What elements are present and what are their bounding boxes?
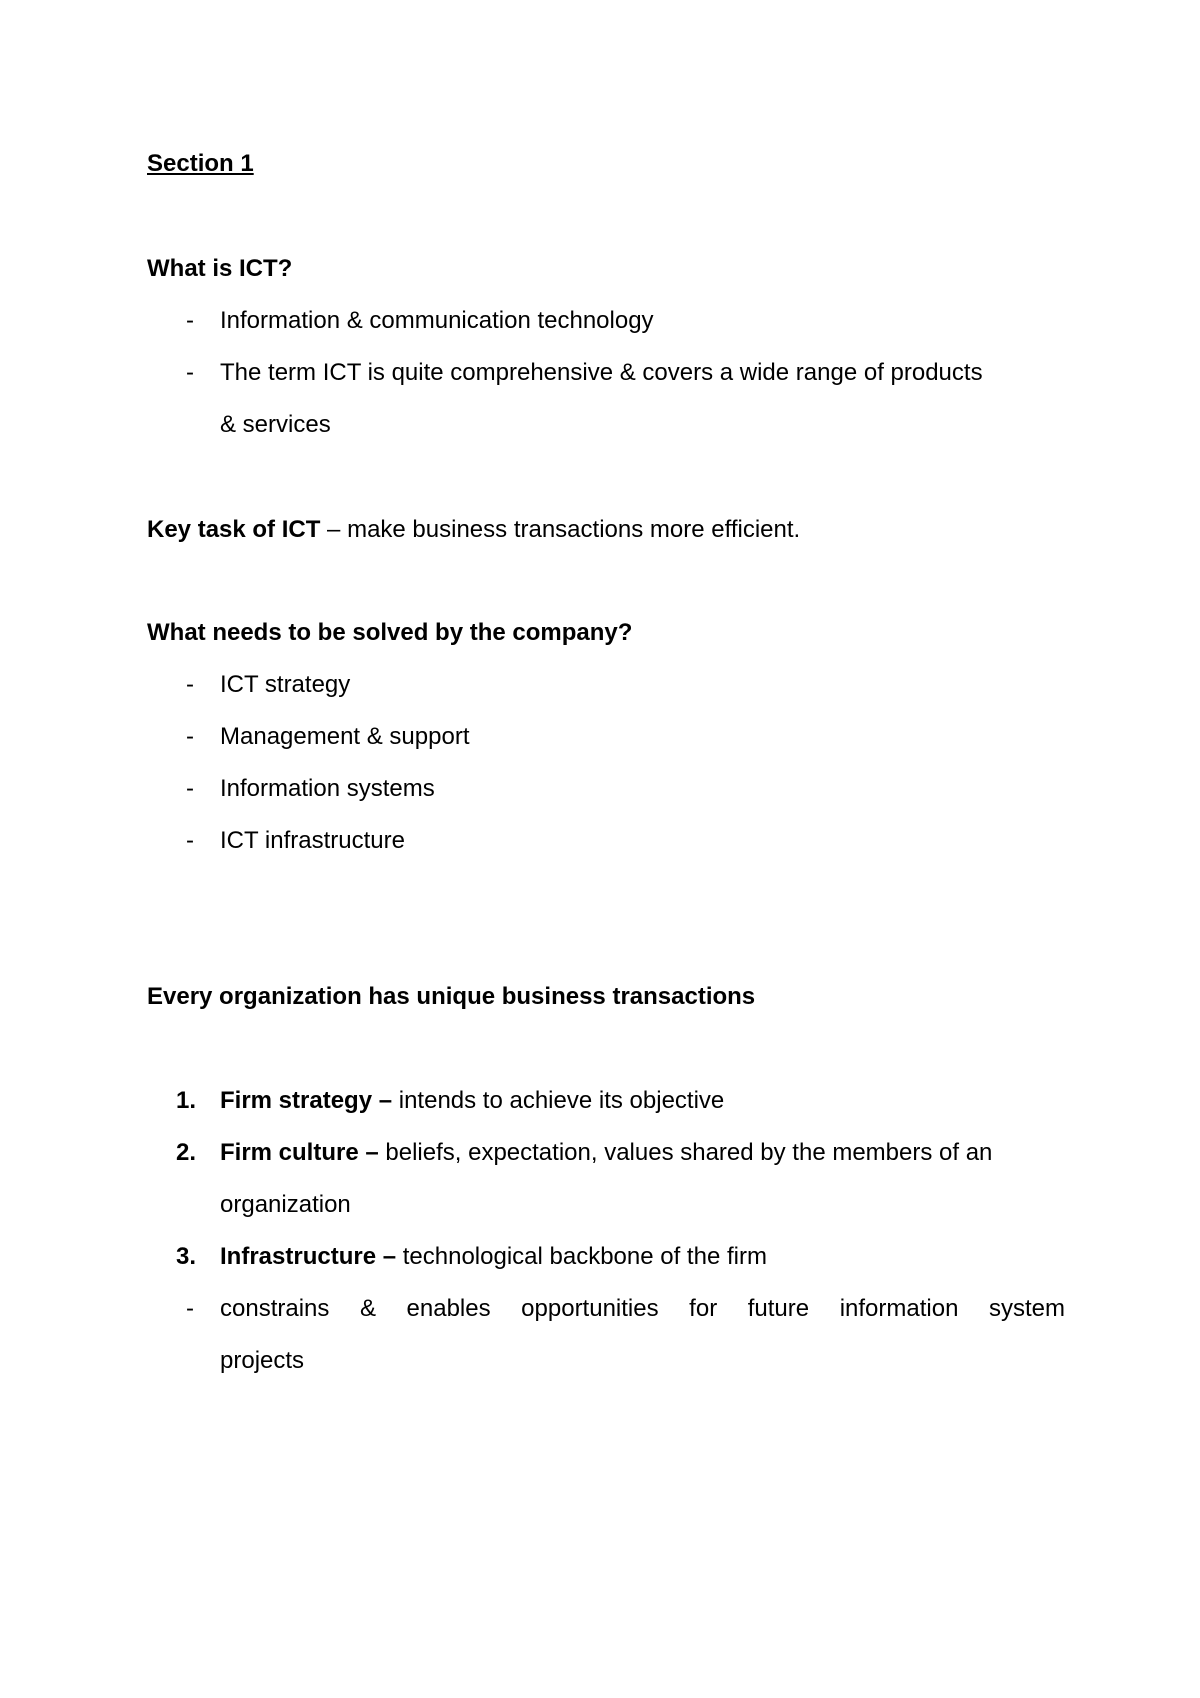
bullet-dash: - (186, 671, 194, 698)
heading-needs-solved: What needs to be solved by the company? (147, 619, 633, 646)
list-item: Information systems (220, 775, 435, 802)
word: enables (406, 1295, 491, 1322)
list-item: ICT strategy (220, 671, 351, 698)
word: for (689, 1295, 718, 1322)
item-text: technological backbone of the firm (396, 1243, 767, 1270)
list-number: 1. (176, 1087, 197, 1114)
section-title: Section 1 (147, 150, 254, 177)
word: information (839, 1295, 959, 1322)
word: & (359, 1295, 376, 1322)
list-item-continuation: projects (220, 1347, 305, 1374)
numbered-item (220, 1137, 992, 1169)
word: opportunities (521, 1295, 659, 1322)
item-term: Firm culture – (220, 1139, 379, 1166)
numbered-item (220, 1241, 767, 1273)
heading-what-is-ict: What is ICT? (147, 255, 293, 282)
heading-every-organization: Every organization has unique business transactions (147, 983, 756, 1010)
list-item: Information & communication technology (220, 307, 654, 334)
bullet-dash: - (186, 827, 194, 854)
word: constrains (220, 1295, 330, 1322)
justified-list-item (220, 1293, 1065, 1325)
bullet-dash: - (186, 1295, 194, 1322)
item-term: Infrastructure – (220, 1243, 397, 1270)
bullet-dash: - (186, 775, 194, 802)
word: system (988, 1295, 1065, 1322)
bullet-dash: - (186, 723, 194, 750)
key-task-text: – make business transactions more efficient. (320, 516, 801, 543)
bullet-dash: - (186, 307, 194, 334)
item-term: Firm strategy – (220, 1087, 393, 1114)
list-item-continuation: & services (220, 411, 331, 438)
list-item: The term ICT is quite comprehensive & covers a wide range of products (220, 359, 983, 386)
key-task-label: Key task of ICT (147, 516, 321, 543)
list-item: Management & support (220, 723, 470, 750)
key-task-paragraph (147, 514, 800, 546)
numbered-item-continuation: organization (220, 1191, 351, 1218)
bullet-dash: - (186, 359, 194, 386)
item-text: intends to achieve its objective (392, 1087, 725, 1114)
list-number: 3. (176, 1243, 197, 1270)
list-item: ICT infrastructure (220, 827, 405, 854)
numbered-item (220, 1085, 724, 1117)
word: future (747, 1295, 810, 1322)
list-number: 2. (176, 1139, 197, 1166)
item-text: beliefs, expectation, values shared by the members of an (378, 1139, 993, 1166)
